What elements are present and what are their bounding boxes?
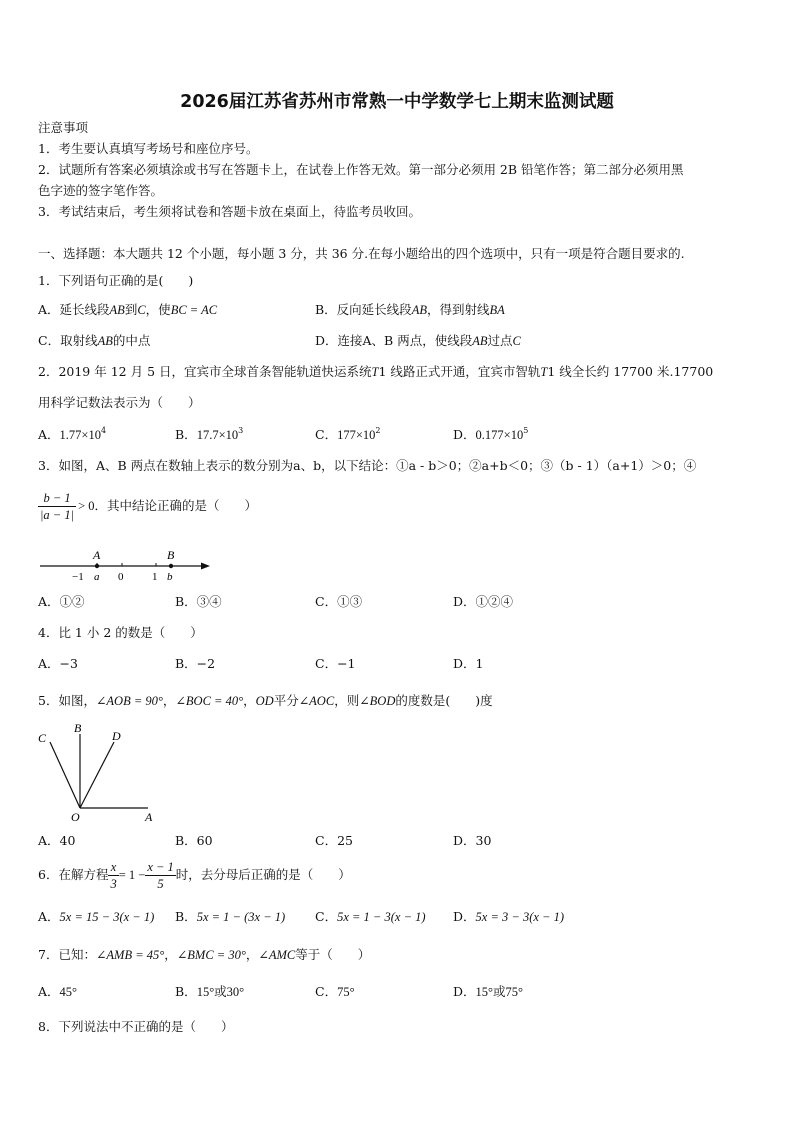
q2-stem-line2: 用科学记数法表示为（ ） [38, 395, 201, 410]
fig-label-d: D [112, 729, 121, 743]
q6-fraction-2: $\frac{x - 1}{5}$ [147, 860, 174, 891]
q3-option-b: B．③④ [175, 594, 222, 609]
exam-title: 2026届江苏省苏州市常熟一中学数学七上期末监测试题 [180, 92, 614, 112]
q6-fraction-1: $\frac{x}{3}$ [110, 860, 117, 891]
q6-option-a: A．5x = 15 − 3(x − 1) [38, 909, 155, 924]
notice-item-2a: 2．试题所有答案必须填涂或书写在答题卡上，在试卷上作答无效。第一部分必须用 2B 铅笔作答；第二部分必须用黑 [38, 162, 684, 177]
q7-option-d: D．15°或75° [453, 984, 524, 999]
q6-stem: 6．在解方程 $\frac{x}{3}$ = 1 − $\frac{x - 1}{5}$ 时，去分母后正确的是（ ） [38, 860, 351, 891]
q8-stem: 8．下列说法中不正确的是（ ） [38, 1019, 234, 1034]
q7-option-c: C．75° [315, 984, 355, 999]
fig-label-c: C [38, 731, 47, 745]
notice-item-3: 3．考试结束后，考生须将试卷和答题卡放在桌面上，待监考员收回。 [38, 204, 421, 219]
notice-item-2b: 色字迹的签字笔作答。 [38, 183, 164, 198]
point-b-label: B [167, 548, 175, 562]
q1-option-b: B．反向延长线段AB，得到射线BA [315, 302, 505, 317]
q7-option-b: B．15°或30° [175, 984, 245, 999]
number-line-figure [38, 545, 218, 585]
tick-a: a [94, 571, 100, 583]
q1-option-a: A．延长线段AB到C，使BC = AC [38, 302, 218, 317]
q3-option-d: D．①②④ [453, 594, 514, 609]
q4-option-d: D．1 [453, 656, 484, 671]
q1-stem: 1．下列语句正确的是( ) [38, 273, 194, 288]
tick-0: 0 [118, 571, 124, 583]
q4-stem: 4．比 1 小 2 的数是（ ） [38, 625, 203, 640]
q7-option-a: A．45° [38, 984, 78, 999]
q7-stem: 7．已知：∠AMB = 45°，∠BMC = 30°，∠AMC等于（ ） [38, 947, 371, 962]
q5-option-d: D．30 [453, 833, 492, 848]
fig-label-b: B [74, 721, 82, 735]
q5-option-c: C．25 [315, 833, 353, 848]
point-a-label: A [93, 548, 101, 562]
tick-1: 1 [152, 571, 158, 583]
q3-option-a: A．①② [38, 594, 85, 609]
q6-option-d: D．5x = 3 − 3(x − 1) [453, 909, 565, 924]
q4-option-a: A．−3 [38, 656, 78, 671]
section-heading: 一、选择题：本大题共 12 个小题，每小题 3 分，共 36 分.在每小题给出的四个选项中，只有一项是符合题目要求的. [38, 246, 685, 261]
angle-figure [34, 720, 164, 826]
q2-option-d: D．$0.177\times 10^5$ [453, 426, 529, 442]
fig-label-a: A [145, 810, 153, 824]
q2-option-b: B．$17.7\times 10^3$ [175, 426, 244, 442]
tick-b: b [167, 571, 173, 583]
q4-option-b: B．−2 [175, 656, 216, 671]
q1-option-d: D．连接A、B 两点，使线段AB过点C [315, 333, 521, 348]
q5-stem: 5．如图，∠AOB = 90°，∠BOC = 40°，OD平分∠AOC，则∠BOD的度数是( )度 [38, 693, 493, 708]
q5-option-b: B．60 [175, 833, 213, 848]
q2-option-c: C．$177\times 10^2$ [315, 426, 381, 442]
fig-label-o: O [71, 810, 80, 824]
q4-option-c: C．−1 [315, 656, 356, 671]
q2-option-a: A．$1.77\times 10^4$ [38, 426, 107, 442]
q3-fraction: $\frac{b - 1}{|a - 1|}$ [40, 491, 75, 522]
q6-option-b: B．5x = 1 − (3x − 1) [175, 909, 286, 924]
q3-stem: 3．如图，A、B 两点在数轴上表示的数分别为a、b，以下结论：①a - b＞0；②a+b＜0；③（b - 1）（a+1）＞0；④ [38, 458, 697, 473]
q1-option-c: C．取射线AB的中点 [38, 333, 151, 348]
q2-stem: 2．2019 年 12 月 5 日，宜宾市全球首条智能轨道快运系统T1 线路正式开通，宜宾市智轨T1 线全长约 17700 米.17700 [38, 364, 714, 379]
q3-stem-line2: $\frac{b - 1}{|a - 1|}$ > 0．其中结论正确的是（ ） [40, 491, 258, 522]
q6-option-c: C．5x = 1 − 3(x − 1) [315, 909, 426, 924]
notice-item-1: 1．考生要认真填写考场号和座位序号。 [38, 141, 259, 156]
notice-heading: 注意事项 [38, 120, 89, 135]
tick-neg1: −1 [72, 571, 84, 583]
q3-option-c: C．①③ [315, 594, 363, 609]
q5-option-a: A．40 [38, 833, 76, 848]
